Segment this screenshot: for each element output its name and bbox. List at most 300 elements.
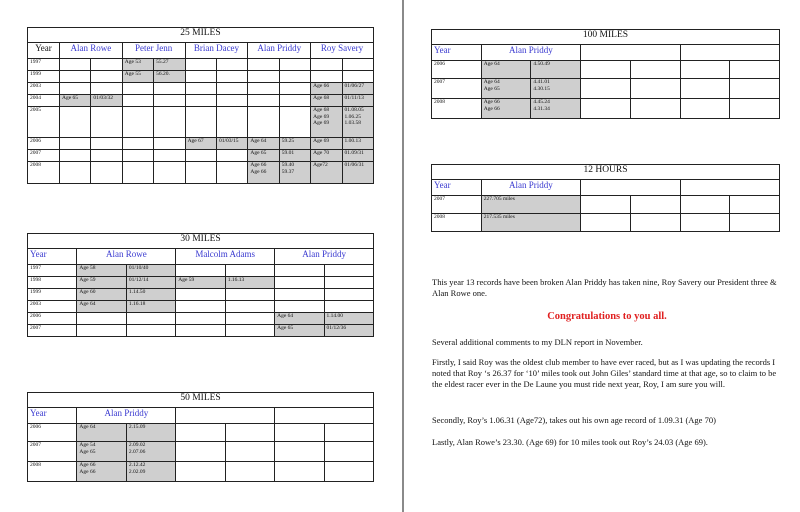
time-cell	[91, 83, 122, 95]
cell-line: Age 66	[79, 468, 96, 475]
year-cell: 2007	[28, 325, 77, 337]
age-cell	[185, 150, 216, 162]
cell-line: Age 59	[178, 277, 195, 283]
cell-line: Age 69	[313, 138, 330, 144]
table-row	[432, 196, 780, 214]
cell-line: 01/06/31	[344, 162, 365, 168]
time-cell	[225, 325, 274, 337]
time-cell	[91, 138, 122, 150]
table-row	[432, 214, 780, 232]
time-cell	[342, 107, 373, 138]
rider-header: Malcolm Adams	[176, 249, 275, 265]
cell-line: 2.02.09	[128, 468, 146, 475]
cell-line: 59.37	[281, 168, 295, 175]
cell-line: 1.06.25	[344, 113, 362, 120]
age-cell	[275, 325, 324, 337]
time-cell	[342, 162, 373, 184]
time-cell	[91, 162, 122, 184]
age-cell	[77, 313, 126, 325]
age-cell	[680, 214, 730, 232]
age-cell	[122, 138, 153, 150]
age-cell	[185, 59, 216, 71]
year-cell: 2007	[28, 150, 60, 162]
rider-header	[176, 408, 275, 424]
time-cell	[730, 214, 780, 232]
age-cell	[77, 265, 126, 277]
rider-header: Alan Priddy	[275, 249, 374, 265]
table-row	[28, 424, 374, 442]
time-cell	[279, 83, 310, 95]
table-row	[28, 265, 374, 277]
age-cell	[248, 162, 279, 184]
time-cell	[324, 462, 374, 482]
age-cell	[122, 59, 153, 71]
cell-line: Age 64	[483, 79, 500, 85]
time-cell	[225, 289, 274, 301]
cell-line: 01.08.05	[344, 107, 364, 113]
table-100-miles	[431, 29, 780, 119]
distance-cell: 227.705 miles	[481, 196, 580, 214]
age-cell	[311, 107, 342, 138]
year-cell: 2006	[28, 424, 77, 442]
age-cell	[185, 162, 216, 184]
table-row	[28, 162, 374, 184]
age-cell	[60, 107, 91, 138]
table-row	[28, 150, 374, 162]
secondly-paragraph: Secondly, Roy’s 1.06.31 (Age72), takes out his own age record of 1.09.31 (Age 70)	[432, 415, 716, 425]
cell-line: Age 66	[250, 168, 267, 175]
cell-line: 01/10/40	[128, 265, 149, 271]
age-cell	[680, 196, 730, 214]
time-cell	[216, 162, 247, 184]
age-cell	[311, 71, 342, 83]
age-cell	[275, 424, 324, 442]
cell-line: 01.09/31	[344, 150, 364, 156]
time-cell	[225, 424, 274, 442]
cell-line: Age 66	[250, 162, 267, 168]
age-cell	[176, 424, 225, 442]
cell-line: Age 68	[313, 107, 330, 113]
cell-line: Age 59	[79, 277, 96, 283]
age-cell	[176, 277, 225, 289]
age-cell	[248, 59, 279, 71]
year-header: Year	[28, 249, 77, 265]
age-cell	[185, 71, 216, 83]
table-25-miles	[27, 27, 374, 184]
time-cell	[154, 59, 185, 71]
time-cell	[126, 277, 175, 289]
age-cell	[77, 424, 126, 442]
time-cell	[531, 99, 581, 119]
time-cell	[730, 61, 780, 79]
time-cell	[126, 265, 175, 277]
year-cell: 2006	[28, 313, 77, 325]
table-row	[28, 277, 374, 289]
table-row	[432, 79, 780, 99]
year-cell: 1999	[28, 289, 77, 301]
age-cell	[176, 462, 225, 482]
time-cell	[279, 59, 310, 71]
time-cell	[730, 196, 780, 214]
age-cell	[581, 196, 631, 214]
time-cell	[91, 71, 122, 83]
time-cell	[126, 424, 175, 442]
time-cell	[126, 301, 175, 313]
age-cell	[60, 150, 91, 162]
cell-line: 2.09.02	[128, 442, 146, 448]
time-cell	[531, 61, 581, 79]
cell-line: 55.27	[156, 59, 169, 65]
rider-header: Alan Priddy	[248, 43, 311, 59]
age-cell	[481, 79, 531, 99]
time-cell	[91, 59, 122, 71]
table-row	[28, 71, 374, 83]
time-cell	[279, 150, 310, 162]
rider-header	[275, 408, 374, 424]
age-cell	[60, 71, 91, 83]
distance-cell: 217.535 miles	[481, 214, 580, 232]
age-cell	[185, 107, 216, 138]
table-row	[28, 301, 374, 313]
rider-header: Alan Priddy	[481, 45, 580, 61]
time-cell	[342, 150, 373, 162]
cell-line: Age 54	[79, 442, 96, 448]
time-cell	[630, 214, 680, 232]
year-cell: 1998	[28, 277, 77, 289]
time-cell	[154, 107, 185, 138]
lastly-paragraph: Lastly, Alan Rowe’s 23.30. (Age 69) for 10 miles took out Roy’s 24.03 (Age 69).	[432, 437, 708, 447]
age-cell	[275, 289, 324, 301]
age-cell	[122, 83, 153, 95]
table-12-hours	[431, 164, 780, 232]
cell-line: 4.41.01	[533, 79, 550, 85]
cell-line: Age 55	[124, 71, 141, 77]
age-cell	[176, 289, 225, 301]
age-cell	[122, 107, 153, 138]
cell-line: 1.14.50	[128, 289, 146, 295]
table-row	[28, 138, 374, 150]
time-cell	[324, 289, 374, 301]
age-cell	[60, 95, 91, 107]
year-header: Year	[432, 45, 482, 61]
time-cell	[730, 79, 780, 99]
time-cell	[154, 71, 185, 83]
cell-line: Age 70	[313, 150, 330, 156]
cell-line: 1.14.00	[326, 313, 344, 319]
age-cell	[275, 442, 324, 462]
year-cell: 2003	[28, 301, 77, 313]
time-cell	[225, 277, 274, 289]
time-cell	[126, 313, 175, 325]
age-cell	[176, 301, 225, 313]
age-cell	[77, 325, 126, 337]
year-header: Year	[28, 43, 60, 59]
year-header: Year	[28, 408, 77, 424]
table-row	[28, 325, 374, 337]
year-cell: 2008	[432, 214, 482, 232]
time-cell	[91, 95, 122, 107]
time-cell	[216, 138, 247, 150]
time-cell	[324, 265, 374, 277]
cell-line: 1.03.58	[344, 120, 362, 126]
table-row	[28, 83, 374, 95]
age-cell	[176, 442, 225, 462]
age-cell	[311, 150, 342, 162]
time-cell	[126, 325, 175, 337]
time-cell	[91, 150, 122, 162]
age-cell	[481, 61, 531, 79]
table-row	[28, 313, 374, 325]
age-cell	[77, 462, 126, 482]
age-cell	[248, 138, 279, 150]
cell-line: 59.01	[281, 150, 295, 156]
age-cell	[185, 138, 216, 150]
time-cell	[225, 462, 274, 482]
time-cell	[324, 325, 374, 337]
time-cell	[324, 424, 374, 442]
time-cell	[154, 162, 185, 184]
time-cell	[225, 313, 274, 325]
age-cell	[122, 162, 153, 184]
year-cell: 2007	[28, 442, 77, 462]
age-cell	[122, 71, 153, 83]
cell-line: 01/12/14	[128, 277, 149, 283]
rider-header	[581, 45, 680, 61]
rider-header: Peter Jenn	[122, 43, 185, 59]
year-cell: 2008	[28, 162, 60, 184]
cell-line: 1.16.18	[128, 301, 146, 307]
table-row	[28, 107, 374, 138]
time-cell	[216, 107, 247, 138]
table-title: 30 MILES	[28, 234, 374, 249]
age-cell	[77, 289, 126, 301]
year-cell: 1997	[28, 59, 60, 71]
age-cell	[275, 301, 324, 313]
time-cell	[225, 265, 274, 277]
table-title: 12 HOURS	[432, 165, 780, 180]
cell-line: Age 65	[277, 325, 294, 331]
age-cell	[176, 265, 225, 277]
table-row	[28, 59, 374, 71]
time-cell	[324, 313, 374, 325]
age-cell	[680, 79, 730, 99]
age-cell	[275, 313, 324, 325]
cell-line: Age 65	[62, 95, 79, 101]
time-cell	[279, 162, 310, 184]
cell-line: 59.25	[281, 138, 295, 144]
rider-header	[680, 180, 779, 196]
time-cell	[154, 138, 185, 150]
time-cell	[154, 150, 185, 162]
time-cell	[279, 95, 310, 107]
time-cell	[342, 83, 373, 95]
time-cell	[324, 301, 374, 313]
age-cell	[176, 325, 225, 337]
age-cell	[60, 83, 91, 95]
cell-line: Age 53	[124, 59, 141, 65]
age-cell	[481, 99, 531, 119]
cell-line: 1.00.13	[344, 138, 362, 144]
time-cell	[126, 442, 175, 462]
age-cell	[77, 442, 126, 462]
age-cell	[581, 214, 631, 232]
cell-line: 56.20.	[156, 71, 170, 77]
age-cell	[176, 313, 225, 325]
age-cell	[185, 95, 216, 107]
time-cell	[91, 107, 122, 138]
congratulations-heading: Congratulations to you all.	[547, 311, 667, 322]
age-cell	[248, 95, 279, 107]
rider-header: Alan Rowe	[60, 43, 123, 59]
cell-line: 01/12/36	[326, 325, 347, 331]
rider-header: Alan Priddy	[77, 408, 176, 424]
cell-line: 59.40	[281, 162, 295, 168]
cell-line: Age 64	[277, 313, 294, 319]
age-cell	[680, 99, 730, 119]
cell-line: Age 66	[79, 462, 96, 468]
year-cell: 1997	[28, 265, 77, 277]
time-cell	[216, 150, 247, 162]
cell-line: Age 66	[313, 83, 330, 89]
cell-line: 4.30.15	[533, 85, 550, 92]
year-cell: 2008	[28, 462, 77, 482]
age-cell	[248, 83, 279, 95]
time-cell	[630, 79, 680, 99]
page-divider	[402, 0, 404, 512]
age-cell	[275, 462, 324, 482]
table-row	[28, 289, 374, 301]
time-cell	[342, 71, 373, 83]
age-cell	[581, 79, 631, 99]
cell-line: 01/03/32	[93, 95, 113, 101]
age-cell	[60, 138, 91, 150]
age-cell	[122, 95, 153, 107]
year-cell: 2005	[28, 107, 60, 138]
age-cell	[311, 138, 342, 150]
year-header: Year	[432, 180, 482, 196]
table-row	[432, 99, 780, 119]
age-cell	[248, 107, 279, 138]
cell-line: 2.12.42	[128, 462, 146, 468]
table-row	[432, 61, 780, 79]
cell-line: 01/11/13	[344, 95, 364, 101]
cell-line: 01/03/15	[218, 138, 239, 144]
cell-line: Age 66	[483, 105, 500, 112]
time-cell	[342, 59, 373, 71]
year-cell: 2003	[28, 83, 60, 95]
time-cell	[531, 79, 581, 99]
age-cell	[248, 150, 279, 162]
time-cell	[324, 442, 374, 462]
time-cell	[279, 138, 310, 150]
year-cell: 2008	[432, 99, 482, 119]
age-cell	[680, 61, 730, 79]
cell-line: 2.07.06	[128, 448, 146, 455]
time-cell	[342, 138, 373, 150]
cell-line: Age 64	[79, 301, 96, 307]
table-50-miles	[27, 392, 374, 482]
cell-line: Age 64	[483, 61, 500, 67]
cell-line: Age 69	[313, 113, 330, 120]
year-cell: 2006	[28, 138, 60, 150]
table-30-miles	[27, 233, 374, 337]
cell-line: Age 68	[313, 95, 330, 101]
age-cell	[248, 71, 279, 83]
cell-line: Age 64	[79, 424, 96, 430]
year-cell: 2007	[432, 79, 482, 99]
age-cell	[77, 301, 126, 313]
cell-line: 4.50.49	[533, 61, 550, 67]
time-cell	[279, 71, 310, 83]
cell-line: 1.16.13	[227, 277, 245, 283]
time-cell	[225, 442, 274, 462]
cell-line: 2.15.09	[128, 424, 146, 430]
age-cell	[60, 59, 91, 71]
time-cell	[342, 95, 373, 107]
year-cell: 2007	[432, 196, 482, 214]
cell-line: Age 65	[250, 150, 267, 156]
age-cell	[122, 150, 153, 162]
age-cell	[311, 59, 342, 71]
table-row	[28, 462, 374, 482]
cell-line: Age 65	[79, 448, 96, 455]
age-cell	[60, 162, 91, 184]
time-cell	[630, 99, 680, 119]
age-cell	[311, 162, 342, 184]
age-cell	[581, 99, 631, 119]
cell-line: Age 64	[250, 138, 267, 144]
age-cell	[311, 83, 342, 95]
age-cell	[275, 265, 324, 277]
time-cell	[216, 83, 247, 95]
time-cell	[730, 99, 780, 119]
time-cell	[216, 59, 247, 71]
year-cell: 2004	[28, 95, 60, 107]
rider-header	[680, 45, 779, 61]
time-cell	[216, 71, 247, 83]
table-title: 100 MILES	[432, 30, 780, 45]
table-title: 25 MILES	[28, 28, 374, 43]
rider-header: Brian Dacey	[185, 43, 248, 59]
time-cell	[154, 83, 185, 95]
cell-line: Age 67	[187, 138, 204, 144]
age-cell	[275, 277, 324, 289]
time-cell	[154, 95, 185, 107]
rider-header	[581, 180, 680, 196]
time-cell	[216, 95, 247, 107]
rider-header: Alan Rowe	[77, 249, 176, 265]
age-cell	[581, 61, 631, 79]
cell-line: Age 69	[313, 120, 330, 126]
cell-line: 01/06/27	[344, 83, 365, 89]
time-cell	[126, 289, 175, 301]
cell-line: 4.45.24	[533, 99, 550, 105]
summary-paragraph: This year 13 records have been broken Alan Priddy has taken nine, Roy Savery our President three & Alan Rowe one.	[432, 277, 777, 298]
table-title: 50 MILES	[28, 393, 374, 408]
intro-paragraph: Several additional comments to my DLN report in November.	[432, 337, 643, 347]
rider-header: Roy Savery	[311, 43, 374, 59]
cell-line: Age 60	[79, 289, 96, 295]
time-cell	[324, 277, 374, 289]
cell-line: Age 66	[483, 99, 500, 105]
age-cell	[77, 277, 126, 289]
age-cell	[185, 83, 216, 95]
table-row	[28, 95, 374, 107]
year-cell: 2006	[432, 61, 482, 79]
time-cell	[126, 462, 175, 482]
time-cell	[630, 196, 680, 214]
time-cell	[225, 301, 274, 313]
